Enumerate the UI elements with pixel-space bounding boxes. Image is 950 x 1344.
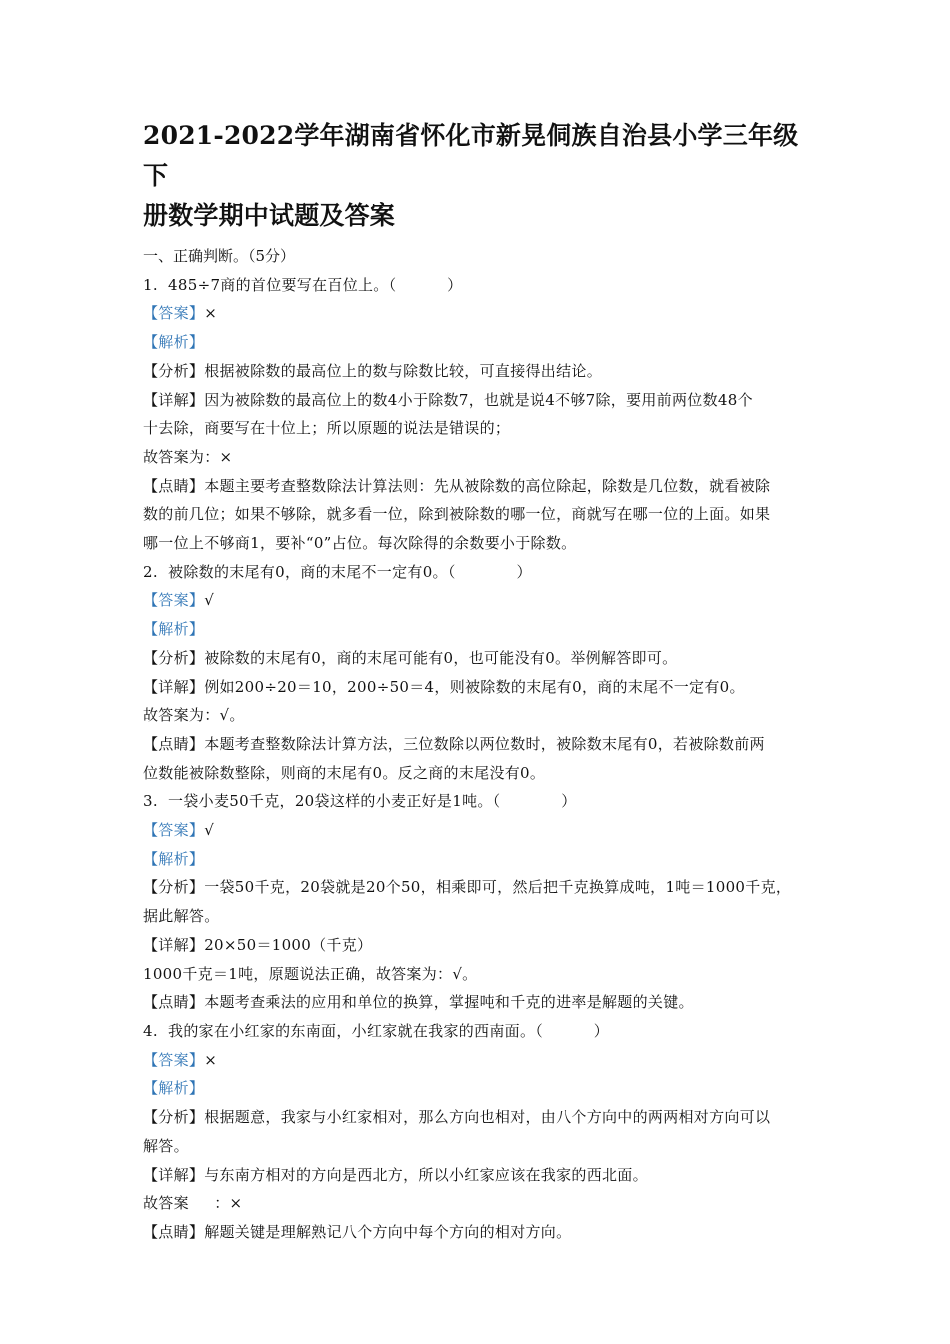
q3-fenxi: [143, 873, 808, 902]
jiexi-tag: 【解析】: [143, 1079, 205, 1098]
xiangjie-tag: 【详解】: [143, 390, 205, 409]
answer-tag: 【答案】: [143, 304, 205, 323]
answer-value: √: [204, 821, 215, 840]
fenxi-text: 根据题意，我家与小红家相对，那么方向也相对，由八个方向中的两两相对方向可以: [204, 1108, 771, 1127]
dianjing-tag: 【点睛】: [143, 734, 205, 753]
question-3: 3. 一袋小麦50千克，20袋这样的小麦正好是1吨。（ ）: [143, 792, 577, 811]
q1-conclusion: 故答案为：×: [143, 447, 233, 466]
q4-answer: [143, 1046, 808, 1075]
fenxi-tag: 【分析】: [143, 648, 205, 667]
q4-xiangjie: [143, 1161, 808, 1190]
jiexi-tag: 【解析】: [143, 849, 205, 868]
fenxi-text: 一袋50千克，20袋就是20个50，相乘即可，然后把千克换算成吨，1吨＝1000千克，: [204, 878, 792, 897]
dianjing-text: 本题考查乘法的应用和单位的换算，掌握吨和千克的进率是解题的关键。: [204, 993, 694, 1012]
xiangjie-tag: 【详解】: [143, 1165, 205, 1184]
fenxi-text: 根据被除数的最高位上的数与除数比较，可直接得出结论。: [204, 361, 603, 380]
answer-value: ×: [204, 304, 218, 323]
q1-dianjing-cont-1: 数的前几位；如果不够除，就多看一位，除到被除数的哪一位，商就写在哪一位的上面。如果: [143, 505, 771, 524]
q4-fenxi-cont: 解答。: [143, 1136, 189, 1155]
question-1: 1. 485÷7商的首位要写在百位上。（ ）: [143, 275, 463, 294]
q1-dianjing-cont-2: 哪一位上不够商1，要补“0”占位。每次除得的余数要小于除数。: [143, 534, 577, 553]
dianjing-text: 解题关键是理解熟记八个方向中每个方向的相对方向。: [204, 1222, 572, 1241]
fenxi-tag: 【分析】: [143, 361, 205, 380]
dianjing-text: 本题考查整数除法计算方法，三位数除以两位数时，被除数末尾有0，若被除数前两: [204, 734, 765, 753]
xiangjie-text: 与东南方相对的方向是西北方，所以小红家应该在我家的西北面。: [204, 1165, 648, 1184]
xiangjie-text: 例如200÷20＝10，200÷50＝4，则被除数的末尾有0，商的末尾不一定有0。: [204, 677, 745, 696]
q1-xiangjie-cont: 十去除，商要写在十位上；所以原题的说法是错误的；: [143, 419, 511, 438]
q2-dianjing: [143, 730, 808, 759]
title-line-2: 册数学期中试题及答案: [143, 201, 396, 230]
q3-answer: [143, 816, 808, 845]
xiangjie-tag: 【详解】: [143, 677, 205, 696]
answer-tag: 【答案】: [143, 591, 205, 610]
answer-value: ×: [204, 1050, 218, 1069]
q2-jiexi: [143, 615, 808, 644]
q2-answer: [143, 586, 808, 615]
answer-value: √: [204, 591, 215, 610]
xiangjie-text: 20×50＝1000（千克）: [204, 935, 373, 954]
q2-conclusion: 故答案为：√。: [143, 706, 245, 725]
question-4: 4. 我的家在小红家的东南面，小红家就在我家的西南面。（ ）: [143, 1021, 610, 1040]
answer-tag: 【答案】: [143, 1050, 205, 1069]
jiexi-tag: 【解析】: [143, 620, 205, 639]
q4-dianjing: [143, 1218, 808, 1247]
fenxi-text: 被除数的末尾有0，商的末尾可能有0，也可能没有0。举例解答即可。: [204, 648, 678, 667]
fenxi-tag: 【分析】: [143, 878, 205, 897]
q4-conclusion: 故答案 ：×: [143, 1194, 243, 1213]
section-heading: 一、正确判断。（5分）: [143, 247, 296, 265]
question-2: 2. 被除数的末尾有0，商的末尾不一定有0。（ ）: [143, 562, 532, 581]
dianjing-tag: 【点睛】: [143, 476, 205, 495]
title-line-1: 2021-2022学年湖南省怀化市新晃侗族自治县小学三年级下: [143, 121, 799, 190]
q2-dianjing-cont: 位数能被除数整除，则商的末尾有0。反之商的末尾没有0。: [143, 763, 546, 782]
q1-dianjing: [143, 472, 808, 501]
fenxi-tag: 【分析】: [143, 1108, 205, 1127]
document-title: [143, 116, 808, 236]
q1-jiexi: [143, 328, 808, 357]
q4-fenxi: [143, 1103, 808, 1132]
q3-dianjing: [143, 988, 808, 1017]
q1-fenxi: [143, 357, 808, 386]
jiexi-tag: 【解析】: [143, 333, 205, 352]
xiangjie-tag: 【详解】: [143, 935, 205, 954]
q3-fenxi-cont: 据此解答。: [143, 907, 220, 926]
q2-xiangjie: [143, 673, 808, 702]
dianjing-text: 本题主要考查整数除法计算法则：先从被除数的高位除起，除数是几位数，就看被除: [204, 476, 771, 495]
q2-fenxi: [143, 644, 808, 673]
q1-xiangjie: [143, 386, 808, 415]
q3-jiexi: [143, 845, 808, 874]
q3-xiangjie-cont: 1000千克＝1吨，原题说法正确，故答案为：√。: [143, 964, 478, 983]
q4-jiexi: [143, 1074, 808, 1103]
q1-answer: [143, 299, 808, 328]
xiangjie-text: 因为被除数的最高位上的数4小于除数7，也就是说4不够7除，要用前两位数48个: [204, 390, 753, 409]
dianjing-tag: 【点睛】: [143, 1222, 205, 1241]
answer-tag: 【答案】: [143, 821, 205, 840]
q3-xiangjie: [143, 931, 808, 960]
dianjing-tag: 【点睛】: [143, 993, 205, 1012]
